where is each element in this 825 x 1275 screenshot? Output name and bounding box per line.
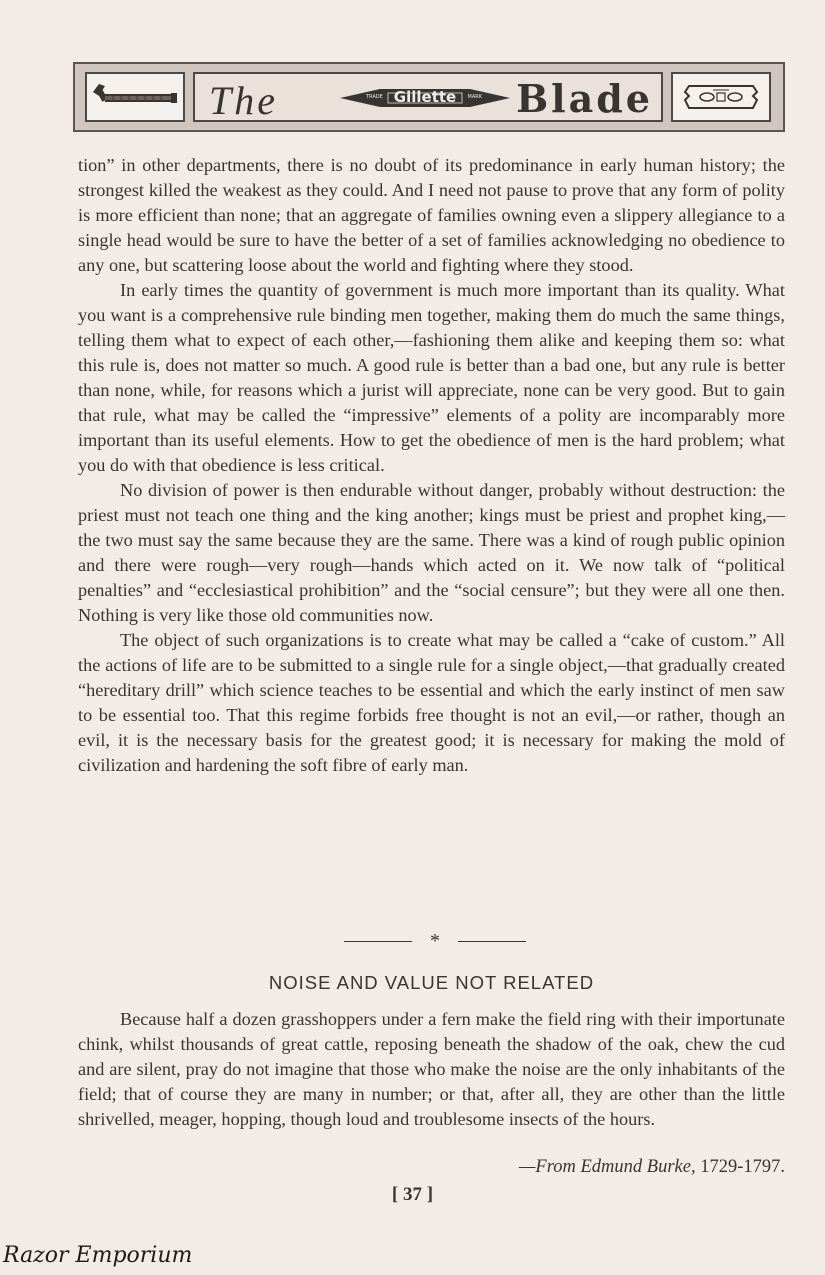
trade-label: TRADE [366, 94, 383, 100]
masthead-banner [73, 62, 785, 132]
section-divider [344, 930, 526, 956]
title-panel [193, 72, 663, 122]
blade-panel [671, 72, 771, 122]
razor-blade-icon [673, 74, 769, 120]
watermark: Razor Emporium [3, 1243, 193, 1268]
title-blade: Blade [516, 76, 653, 121]
attribution [519, 1157, 785, 1178]
gillette-logo [340, 83, 510, 113]
attribution-years: 1729-1797. [700, 1157, 785, 1177]
section-heading: NOISE AND VALUE NOT RELATED [268, 972, 595, 993]
title-the: The [209, 78, 278, 123]
article-body [78, 153, 785, 778]
razor-handle-panel [85, 72, 185, 122]
logo-text: Gillette [393, 88, 457, 106]
paragraph: tion” in other departments, there is no doubt of its predominance in early human history; the strongest killed the weakest as they could. And I need not pause to prove that any form of polity is more efficient than none; that an aggregate of families owning even a slippery allegiance to a single head would be sure to have the better of a set of families acknowledging no obedience to any one, but scattering loose about the world and fighting where they stood. [78, 155, 785, 275]
mark-label: MARK [467, 94, 482, 100]
divider-line-left [344, 941, 412, 942]
paragraph: In early times the quantity of government is much more important than its quality. What you want is a comprehensive rule binding men together, making them do much the same things, telling them what to expect of each other,—fashioning them alike and keeping them so: what this rule is, does not matter so much. A good rule is better than a bad one, but any rule is better than none, while, for reasons which a jurist will appreciate, none can be very good. But to gain that rule, what may be called the “impressive” elements of a polity are incomparably more important than its useful elements. How to get the obedience of men is the hard problem; what you do with that obedience is less critical. [78, 280, 785, 475]
attribution-source: —From Edmund Burke, [518, 1157, 696, 1177]
divider-line-right [458, 941, 526, 942]
paragraph: No division of power is then endurable without danger, probably without destruction: the priest must not teach one thing and the king another; kings must be priest and prophet king,—the two must say the same because they are the same. There was a kind of rough public opinion and there were rough—very rough—hands which acted on it. We now talk of “political penalties” and “ecclesiastical prohibition” and the “social censure”; but they were all one then. Nothing is very like those old communities now. [78, 480, 785, 625]
page-number: [ 37 ] [391, 1184, 434, 1205]
paragraph: Because half a dozen grasshoppers under a fern make the field ring with their importunate chink, whilst thousands of great cattle, reposing beneath the shadow of the oak, chew the cud and are silent, pray do not imagine that those who make the noise are the only inhabitants of the field; that of course they are many in number; or that, after all, they are other than the little shrivelled, meager, hopping, though loud and troublesome insects of the hours. [78, 1009, 785, 1129]
section-body [78, 1007, 785, 1132]
asterism-icon: * [430, 930, 440, 952]
paragraph: The object of such organizations is to create what may be called a “cake of custom.” All the actions of life are to be submitted to a single rule for a single object,—that gradually created “hereditary drill” which science teaches to be essential and which the early instinct of men saw to be essential too. That this regime forbids free thought is not an evil,—or rather, though an evil, it is the necessary basis for the greatest good; it is necessary for making the mold of civilization and hardening the soft fibre of early man. [78, 630, 785, 775]
razor-icon [87, 74, 183, 120]
